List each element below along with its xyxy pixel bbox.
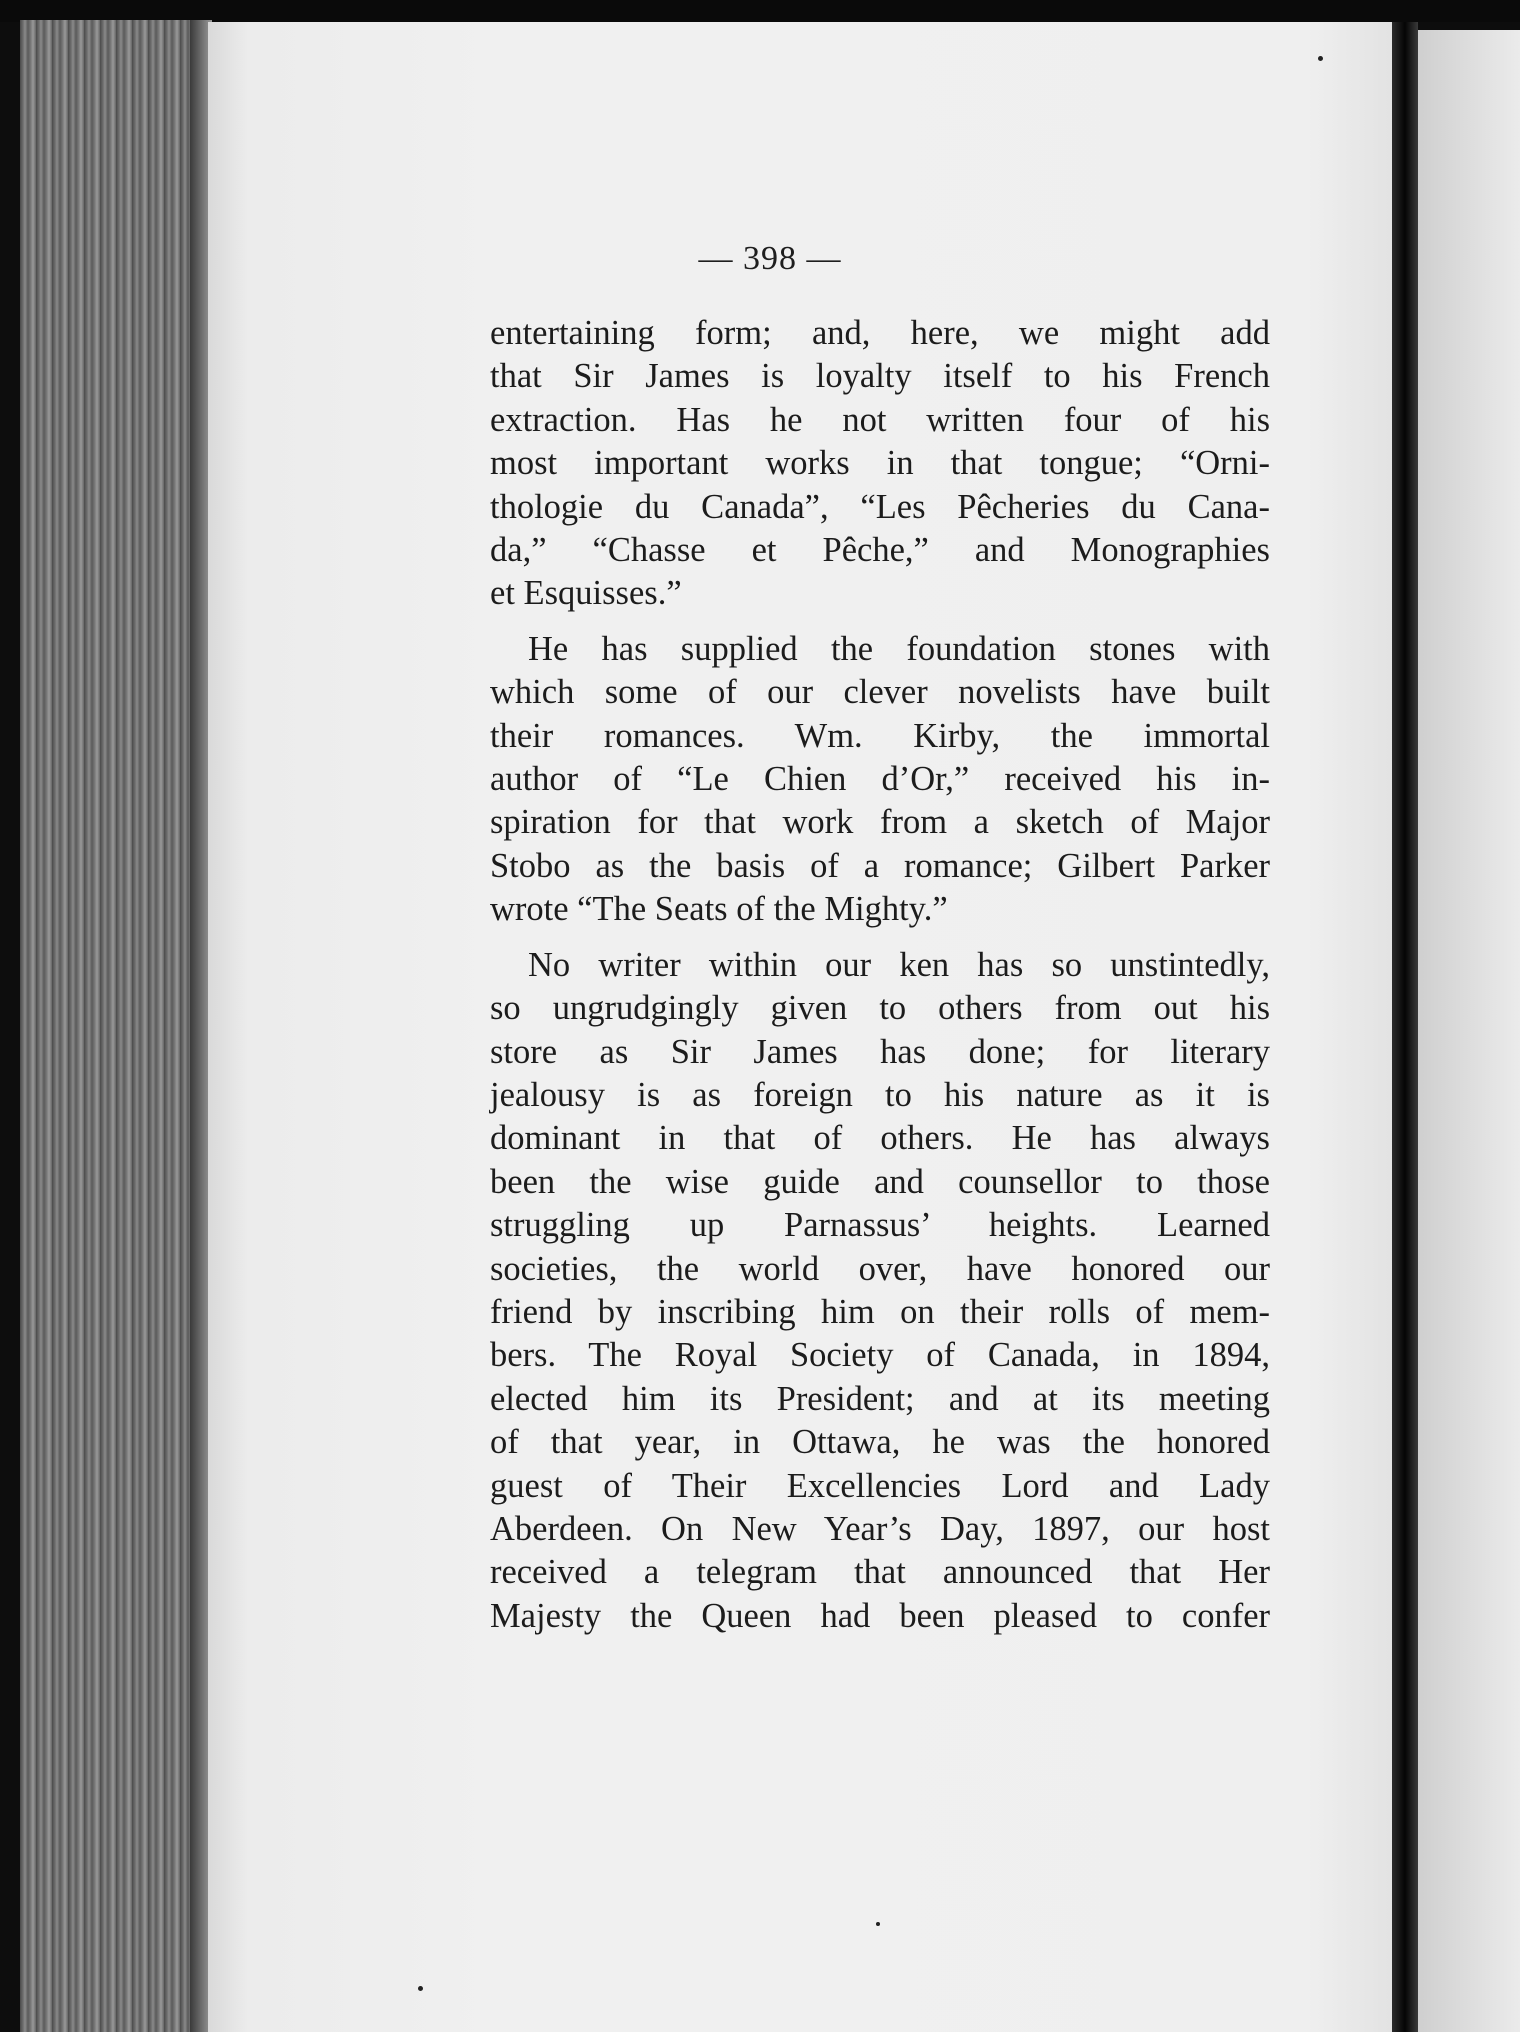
text-line: Majesty the Queen had been pleased to confer [490, 1596, 1270, 1635]
text-line: wrote “The Seats of the Mighty.” [490, 890, 948, 929]
text-line: spiration for that work from a sketch of Major [490, 803, 1270, 842]
body-text [490, 312, 1270, 1638]
text-line: extraction. Has he not written four of his [490, 400, 1270, 439]
top-border [0, 0, 1520, 22]
text-line: Stobo as the basis of a romance; Gilbert Parker [490, 846, 1270, 885]
text-line: struggling up Parnassus’ heights. Learned [490, 1206, 1270, 1245]
text-line: jealousy is as foreign to his nature as it is [490, 1075, 1270, 1114]
text-line: et Esquisses.” [490, 574, 682, 613]
book-page-edges [20, 20, 210, 2032]
paragraph-3 [490, 944, 1270, 1639]
text-line: No writer within our ken has so unstintedly, [528, 945, 1270, 984]
text-line: author of “Le Chien d’Or,” received his in- [490, 760, 1270, 799]
text-line: da,” “Chasse et Pêche,” and Monographies [490, 531, 1270, 570]
text-line: elected him its President; and at its meeting [490, 1379, 1270, 1418]
text-line: been the wise guide and counsellor to those [490, 1162, 1270, 1201]
text-line: entertaining form; and, here, we might add [490, 314, 1270, 352]
text-line: Aberdeen. On New Year’s Day, 1897, our host [490, 1509, 1270, 1548]
text-line: friend by inscribing him on their rolls of mem- [490, 1292, 1270, 1331]
text-line: guest of Their Excellencies Lord and Lady [490, 1466, 1270, 1505]
text-line: dominant in that of others. He has always [490, 1119, 1270, 1158]
text-line: societies, the world over, have honored our [490, 1249, 1270, 1288]
text-line: of that year, in Ottawa, he was the honored [490, 1423, 1270, 1462]
scan-speck [418, 1986, 423, 1991]
text-line: thologie du Canada”, “Les Pêcheries du Cana- [490, 487, 1270, 526]
text-line: so ungrudgingly given to others from out his [490, 989, 1270, 1028]
text-line: their romances. Wm. Kirby, the immortal [490, 716, 1270, 755]
text-line: store as Sir James has done; for literary [490, 1032, 1270, 1071]
text-line: which some of our clever novelists have built [490, 673, 1270, 712]
text-line: received a telegram that announced that Her [490, 1553, 1270, 1592]
text-line: that Sir James is loyalty itself to his French [490, 357, 1270, 396]
paragraph-1 [490, 312, 1270, 616]
book-gutter [1392, 22, 1418, 2032]
scan-speck [876, 1922, 880, 1926]
page-number: — 398 — [698, 240, 842, 277]
paragraph-2 [490, 628, 1270, 932]
facing-page [1418, 30, 1520, 2032]
text-line: He has supplied the foundation stones with [528, 629, 1270, 668]
scan-speck [1318, 56, 1323, 61]
text-line: most important works in that tongue; “Orni- [490, 444, 1270, 483]
text-line: bers. The Royal Society of Canada, in 1894, [490, 1336, 1270, 1375]
